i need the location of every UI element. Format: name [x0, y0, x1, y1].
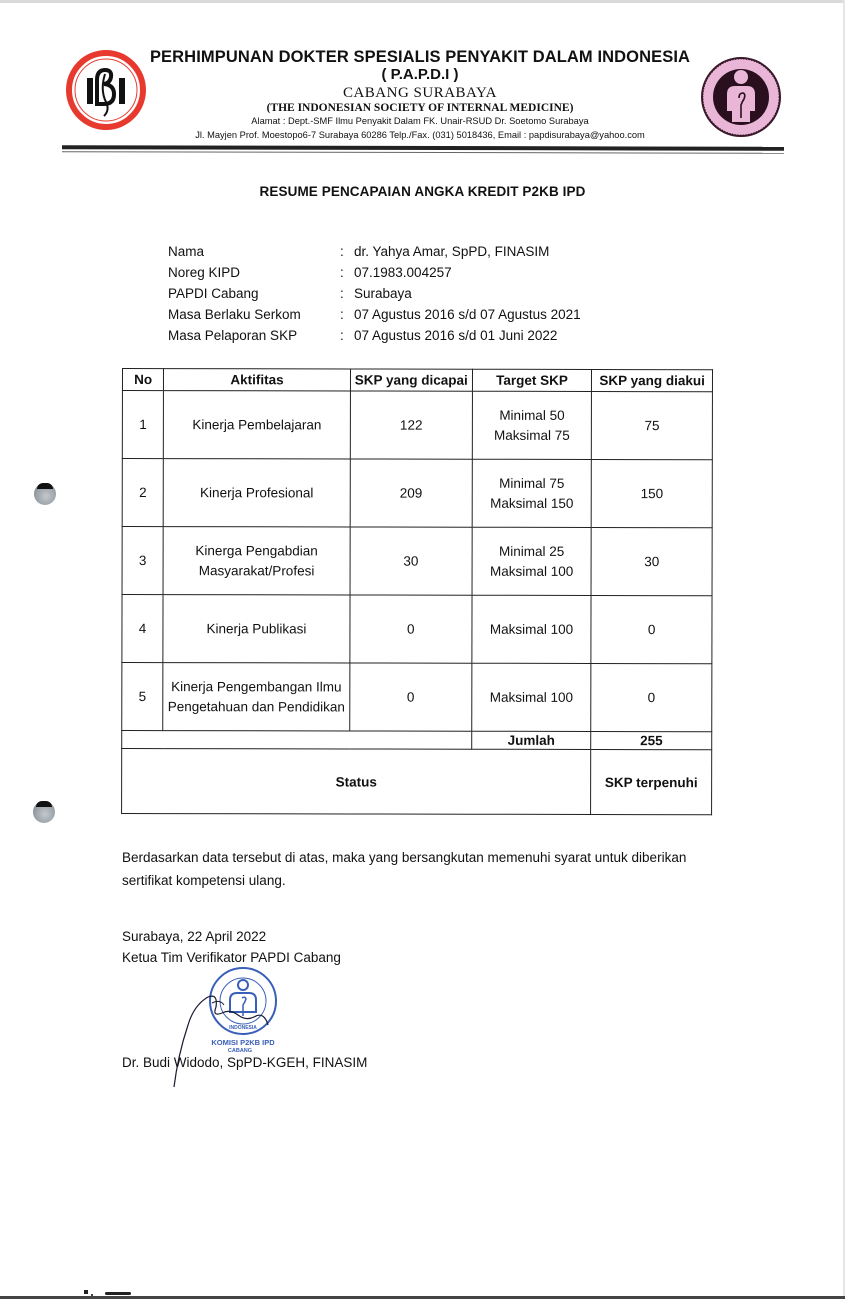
target-min: Minimal 50 [499, 407, 565, 423]
target-max: Maksimal 150 [490, 495, 574, 511]
header-divider-thick [62, 145, 784, 151]
status-value: SKP terpenuhi [591, 749, 712, 814]
target-min: Minimal 25 [499, 543, 565, 559]
column-header-dicapai: SKP yang dicapai [350, 369, 472, 391]
cell-no: 3 [122, 527, 163, 595]
place-date: Surabaya, 22 April 2022 [122, 929, 267, 944]
punch-hole-icon [34, 483, 56, 505]
idi-logo-icon [66, 50, 146, 130]
cell-dicapai: 0 [350, 595, 472, 663]
info-colon: : [340, 307, 344, 322]
cell-dicapai: 0 [350, 663, 472, 731]
aktifitas-line-1: Kinerja Pengembangan Ilmu [171, 678, 342, 694]
sum-blank-cell [122, 731, 472, 750]
status-label: Status [122, 749, 591, 815]
cell-diakui: 30 [591, 527, 712, 595]
scan-mark-icon [84, 1284, 134, 1292]
target-max: Maksimal 75 [494, 427, 570, 443]
info-label: Nama [168, 244, 205, 259]
branch-name: CABANG SURABAYA [342, 85, 498, 101]
info-value: 07.1983.004257 [354, 265, 452, 280]
signer-role: Ketua Tim Verifikator PAPDI Cabang [122, 950, 341, 965]
aktifitas-line-1: Kinerja Profesional [200, 484, 314, 500]
cell-target [472, 527, 592, 595]
english-name: (THE INDONESIAN SOCIETY OF INTERNAL MEDICINE) [266, 102, 574, 114]
table-row [122, 391, 712, 460]
aktifitas-line-2: Pengetahuan dan Pendidikan [167, 698, 345, 714]
info-value: 07 Agustus 2016 s/d 07 Agustus 2021 [354, 307, 581, 322]
cell-target [472, 595, 592, 663]
info-colon: : [340, 328, 344, 343]
cell-target [472, 391, 592, 459]
info-value: Surabaya [354, 286, 412, 301]
table-row [122, 595, 712, 664]
scan-top-edge [0, 0, 845, 3]
organization-name: PERHIMPUNAN DOKTER SPESIALIS PENYAKIT DALAM INDONESIA [149, 48, 691, 66]
status-row [122, 749, 712, 815]
cell-target [472, 459, 592, 527]
aktifitas-line-2: Masyarakat/Profesi [198, 562, 315, 578]
info-value: dr. Yahya Amar, SpPD, FINASIM [354, 244, 550, 259]
table-row [122, 459, 712, 528]
table-header-row [122, 369, 712, 392]
signer-name: Dr. Budi Widodo, SpPD-KGEH, FINASIM [122, 1055, 368, 1070]
stamp-branch: CABANG [227, 1048, 253, 1054]
cell-no: 1 [122, 391, 163, 459]
sum-value: 255 [591, 731, 712, 749]
punch-hole-icon [33, 801, 55, 823]
cell-diakui: 0 [591, 663, 712, 731]
column-header-aktifitas: Aktifitas [164, 369, 351, 391]
organization-abbreviation: ( P.A.P.D.I ) [381, 66, 459, 83]
stamp-commission: KOMISI P2KB IPD [211, 1038, 275, 1047]
cell-aktifitas [163, 527, 350, 595]
cell-aktifitas [163, 595, 350, 663]
info-colon: : [340, 265, 344, 280]
aktifitas-line-1: Kinerga Pengabdian [195, 542, 318, 558]
conclusion-text: Berdasarkan data tersebut di atas, maka yang bersangkutan memenuhi syarat untuk diberikan sertifikat kompetensi ulang. [122, 850, 687, 888]
cell-diakui: 0 [591, 595, 712, 663]
column-header-target: Target SKP [472, 369, 591, 391]
info-colon: : [340, 286, 344, 301]
cell-aktifitas [163, 459, 350, 527]
info-label: PAPDI Cabang [168, 286, 259, 301]
cell-no: 5 [122, 663, 163, 731]
column-header-no: No [122, 369, 163, 391]
sum-label: Jumlah [472, 731, 591, 749]
header-divider-thin [62, 151, 784, 154]
aktifitas-line-1: Kinerja Pembelajaran [192, 416, 322, 432]
info-label: Masa Berlaku Serkom [168, 307, 301, 322]
cell-aktifitas [164, 391, 351, 459]
document-title: RESUME PENCAPAIAN ANGKA KREDIT P2KB IPD [259, 184, 586, 199]
skp-table [121, 368, 713, 815]
table-row [122, 663, 712, 732]
cell-aktifitas [163, 663, 350, 731]
target-max: Maksimal 100 [489, 689, 574, 705]
papdi-emblem-icon [700, 56, 782, 138]
aktifitas-line-1: Kinerja Publikasi [206, 620, 307, 636]
address-line-2: Jl. Mayjen Prof. Moestopo6-7 Surabaya 60286 Telp./Fax. (031) 5018436, Email : papdisurabaya@yahoo.com [195, 130, 645, 140]
address-line-1: Alamat : Dept.-SMF Ilmu Penyakit Dalam FK. Unair-RSUD Dr. Soetomo Surabaya [251, 116, 589, 126]
cell-dicapai: 30 [350, 527, 472, 595]
cell-no: 4 [122, 595, 163, 663]
cell-dicapai: 122 [350, 391, 472, 459]
sum-row [122, 731, 712, 750]
info-colon: : [340, 244, 344, 259]
handwritten-signature-icon [160, 975, 290, 1090]
column-header-diakui: SKP yang diakui [592, 369, 713, 391]
cell-diakui: 150 [591, 459, 712, 527]
info-label: Masa Pelaporan SKP [168, 328, 298, 343]
cell-target [472, 663, 592, 731]
info-label: Noreg KIPD [168, 265, 241, 280]
table-row [122, 527, 712, 596]
target-max: Maksimal 100 [489, 621, 574, 637]
cell-dicapai: 209 [350, 459, 472, 527]
cell-diakui: 75 [592, 391, 713, 459]
stamp-country: INDONESIA [229, 1025, 257, 1031]
target-min: Minimal 75 [499, 475, 565, 491]
cell-no: 2 [122, 459, 163, 527]
info-value: 07 Agustus 2016 s/d 01 Juni 2022 [354, 328, 558, 343]
target-max: Maksimal 100 [489, 563, 574, 579]
